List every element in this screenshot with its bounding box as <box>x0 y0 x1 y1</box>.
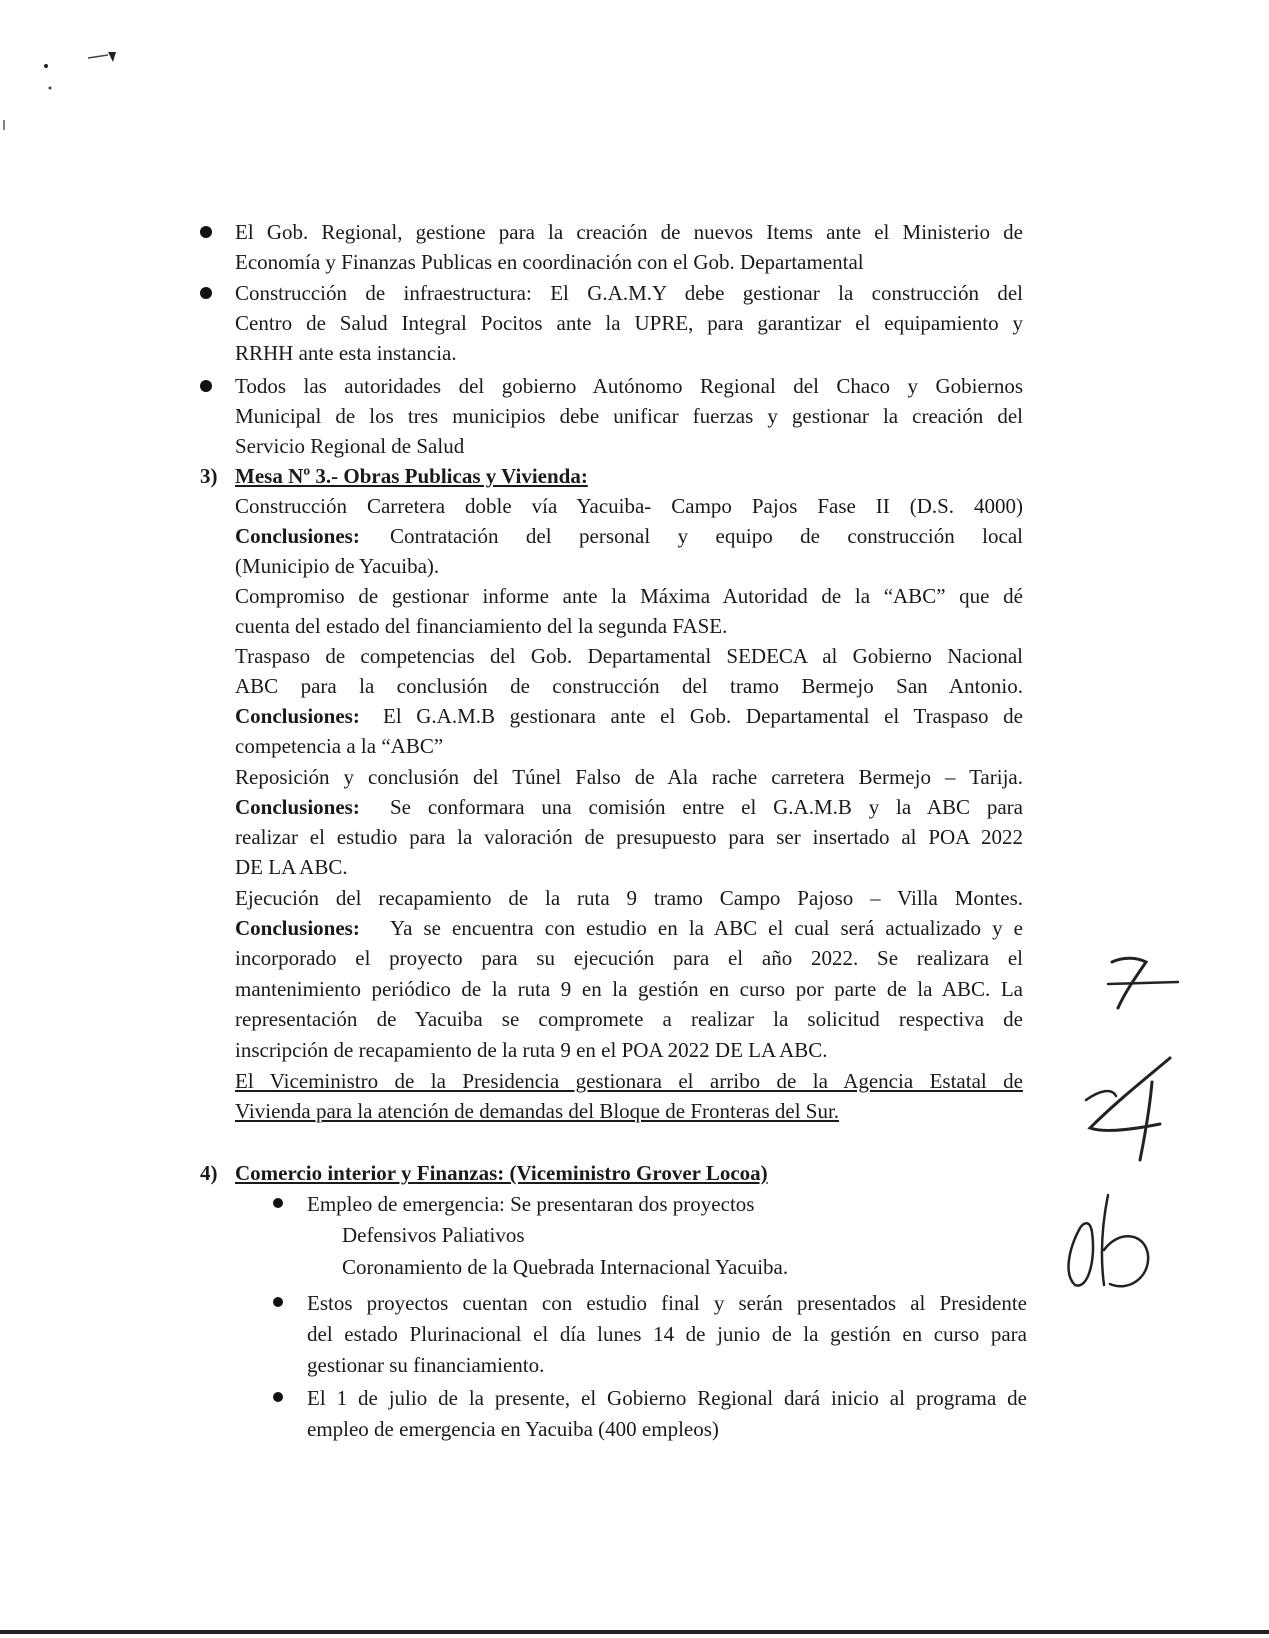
text-line: (Municipio de Yacuiba). <box>235 554 440 578</box>
scan-bottom-edge <box>0 1630 1269 1634</box>
text-line: Empleo de emergencia: Se presentaran dos proyectos <box>307 1192 755 1216</box>
text-line: mantenimiento periódico de la ruta 9 en la gestión en curso por parte de la ABC. La <box>235 977 1023 1001</box>
text-line: Todos las autoridades del gobierno Autónomo Regional del Chaco y Gobiernos <box>235 374 1023 398</box>
text-line: Traspaso de competencias del Gob. Departamental SEDECA al Gobierno Nacional <box>235 644 1023 668</box>
text-line: Municipal de los tres municipios debe unificar fuerzas y gestionar la creación del <box>235 404 1023 428</box>
conclusions-label: Conclusiones: <box>235 524 360 548</box>
conclusions-label: Conclusiones: <box>235 916 360 940</box>
text-line: inscripción de recapamiento de la ruta 9 en el POA 2022 DE LA ABC. <box>235 1038 828 1062</box>
text-line: empleo de emergencia en Yacuiba (400 empleos) <box>307 1417 719 1441</box>
text-line-underlined: Vivienda para la atención de demandas del Bloque de Fronteras del Sur. <box>235 1099 840 1123</box>
text-line: Construcción Carretera doble vía Yacuiba- Campo Pajos Fase II (D.S. 4000) <box>235 494 1023 518</box>
text-line: competencia a la “ABC” <box>235 734 444 758</box>
text-line: ABC para la conclusión de construcción del tramo Bermejo San Antonio. <box>235 674 1023 698</box>
text-line: El Gob. Regional, gestione para la creación de nuevos Items ante el Ministerio de <box>235 220 1023 244</box>
text-line: Compromiso de gestionar informe ante la Máxima Autoridad de la “ABC” que dé <box>235 584 1023 608</box>
text-fragment: El G.A.M.B gestionara ante el Gob. Departamental el Traspaso de <box>383 704 1023 728</box>
text-line: cuenta del estado del financiamiento del la segunda FASE. <box>235 614 728 638</box>
section-heading: Comercio interior y Finanzas: (Viceministro Grover Locoa) <box>235 1161 768 1185</box>
text-line: DE LA ABC. <box>235 855 348 879</box>
text-fragment: Contratación del personal y equipo de construcción local <box>390 524 1023 548</box>
section-heading: Mesa Nº 3.- Obras Publicas y Vivienda: <box>235 464 588 488</box>
text-line: representación de Yacuiba se compromete a realizar la solicitud respectiva de <box>235 1007 1023 1031</box>
text-line-underlined: El Viceministro de la Presidencia gestionara el arribo de la Agencia Estatal de <box>235 1069 1023 1093</box>
text-line: incorporado el proyecto para su ejecución para el año 2022. Se realizara el <box>235 946 1023 970</box>
text-line: Estos proyectos cuentan con estudio final y serán presentados al Presidente <box>307 1291 1027 1315</box>
text-line: Economía y Finanzas Publicas en coordinación con el Gob. Departamental <box>235 250 864 274</box>
text-line: Coronamiento de la Quebrada Internacional Yacuiba. <box>342 1255 789 1279</box>
text-line: gestionar su financiamiento. <box>307 1353 545 1377</box>
text-line: Defensivos Paliativos <box>342 1223 525 1247</box>
text-line: Reposición y conclusión del Túnel Falso de Ala rache carretera Bermejo – Tarija. <box>235 765 1023 789</box>
text-line: El 1 de julio de la presente, el Gobierno Regional dará inicio al programa de <box>307 1386 1027 1410</box>
conclusions-label: Conclusiones: <box>235 795 360 819</box>
text-line: Centro de Salud Integral Pocitos ante la UPRE, para garantizar el equipamiento y <box>235 311 1023 335</box>
text-line: RRHH ante esta instancia. <box>235 341 457 365</box>
conclusions-label: Conclusiones: <box>235 704 360 728</box>
text-line: del estado Plurinacional el día lunes 14 de junio de la gestión en curso para <box>307 1322 1027 1346</box>
section-number: 3) <box>200 464 218 488</box>
text-fragment: Ya se encuentra con estudio en la ABC el cual será actualizado y e <box>390 916 1023 940</box>
text-line: Servicio Regional de Salud <box>235 434 465 458</box>
text-line: realizar el estudio para la valoración de presupuesto para ser insertado al POA 2022 <box>235 825 1023 849</box>
text-fragment: Se conformara una comisión entre el G.A.M.B y la ABC para <box>390 795 1023 819</box>
text-line: Construcción de infraestructura: El G.A.M.Y debe gestionar la construcción del <box>235 281 1023 305</box>
section-number: 4) <box>200 1161 218 1185</box>
text-line: Ejecución del recapamiento de la ruta 9 tramo Campo Pajoso – Villa Montes. <box>235 886 1023 910</box>
